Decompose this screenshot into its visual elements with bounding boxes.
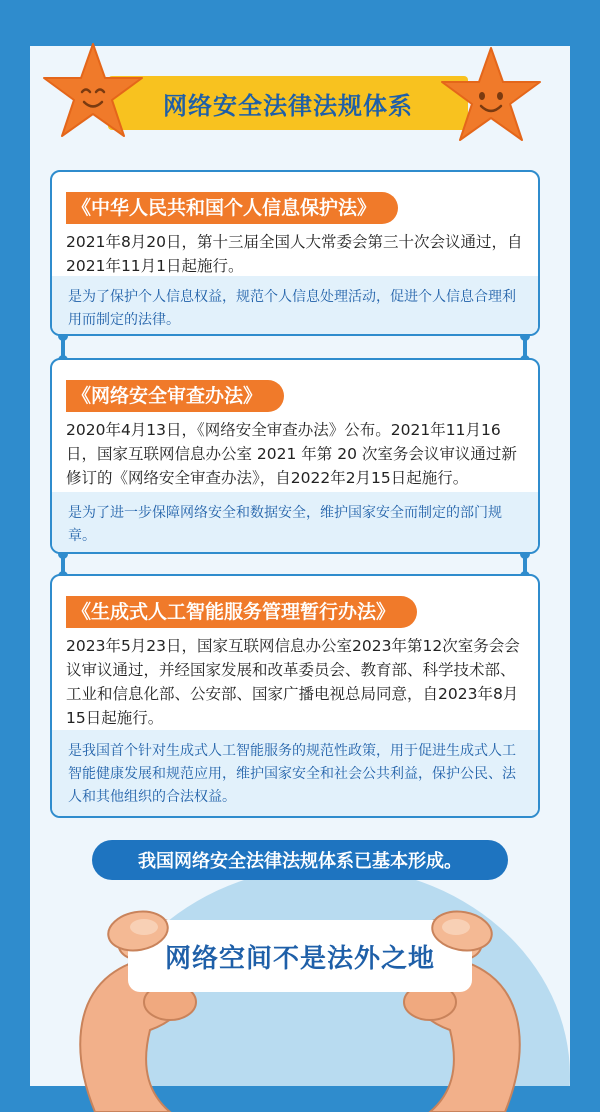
summary-banner bbox=[92, 840, 508, 880]
law-card bbox=[50, 170, 540, 336]
smiling-star-icon bbox=[436, 44, 546, 154]
slogan-text: 网络空间不是法外之地 bbox=[164, 943, 435, 974]
law-date-text: 2023年5月23日，国家互联网信息办公室2023年第12次室务会会议审议通过，并经国家发展和改革委员会、教育部、科学技术部、工业和信息化部、公安部、国家广播电视总局同意，自2023年8月15日起施行。 bbox=[66, 637, 520, 727]
law-card bbox=[50, 574, 540, 818]
law-card bbox=[50, 358, 540, 554]
summary-text: 我国网络安全法律法规体系已基本形成。 bbox=[138, 851, 462, 872]
title-banner bbox=[108, 76, 468, 130]
smiling-star-icon bbox=[38, 40, 148, 150]
law-name-tag: 《中华人民共和国个人信息保护法》 bbox=[66, 192, 398, 224]
law-name-tag: 《网络安全审查办法》 bbox=[66, 380, 284, 412]
law-description: 是为了保护个人信息权益，规范个人信息处理活动，促进个人信息合理利用而制定的法律。 bbox=[52, 276, 538, 334]
left-thumb-icon bbox=[100, 905, 170, 955]
law-name-tag: 《生成式人工智能服务管理暂行办法》 bbox=[66, 596, 417, 628]
slogan-card bbox=[128, 920, 472, 992]
right-thumb-icon bbox=[430, 905, 500, 955]
hands-holding-card-illustration bbox=[0, 880, 600, 1112]
law-description: 是为了进一步保障网络安全和数据安全，维护国家安全而制定的部门规章。 bbox=[52, 492, 538, 552]
page-title: 网络安全法律法规体系 bbox=[163, 91, 413, 120]
law-date-text: 2020年4月13日，《网络安全审查办法》公布。2021年11月16日，国家互联网信息办公室 2021 年第 20 次室务会议审议通过新修订的《网络安全审查办法》，自2022年2月15日起施行。 bbox=[66, 421, 517, 487]
law-description: 是我国首个针对生成式人工智能服务的规范性政策，用于促进生成式人工智能健康发展和规范应用，维护国家安全和社会公共利益，保护公民、法人和其他组织的合法权益。 bbox=[52, 730, 538, 816]
law-date-text: 2021年8月20日，第十三届全国人大常委会第三十次会议通过，自2021年11月1日起施行。 bbox=[66, 233, 523, 275]
